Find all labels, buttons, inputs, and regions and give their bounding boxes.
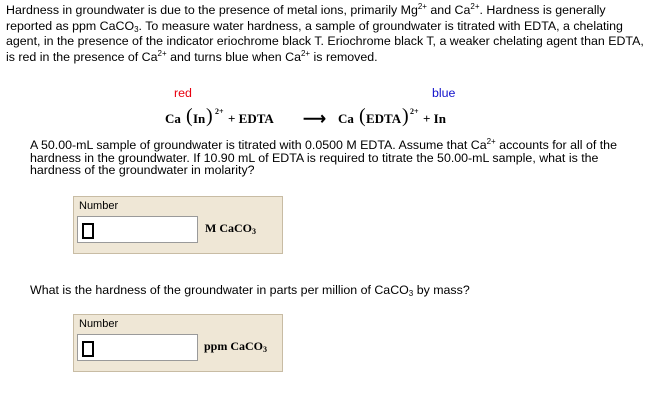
question-2-subscript: 3	[408, 289, 414, 298]
intro-paragraph	[6, 3, 646, 65]
equation-plus-edta: + EDTA	[228, 111, 274, 126]
answer-panel-ppm	[73, 314, 283, 372]
equation-ca-1: Ca	[165, 111, 181, 126]
molarity-input[interactable]	[77, 216, 198, 243]
intro-text-4: . To measure water hardness, a sample of groundwater is titrated with EDTA, a chelating agent, in the presence of the indicator eriochrome black T. Eriochrome black T, a weaker chelating agent than EDTA, is red in the presence of Ca	[6, 18, 644, 64]
mg-charge: 2+	[417, 2, 427, 11]
intro-text-2: and Ca	[426, 3, 471, 17]
intro-text-6: is removed.	[310, 49, 378, 64]
answer-panel-molarity	[73, 196, 283, 254]
equation-open-paren-2: (	[359, 105, 366, 127]
question-1-text-1: A 50.00-mL sample of groundwater is titrated with 0.0500 M EDTA. Assume that Ca	[30, 138, 487, 152]
intro-text-5: and turns blue when Ca	[166, 49, 301, 64]
question-1-text-2: accounts for all of the hardness in the groundwater. If 10.90 mL of EDTA is required to titrate the 50.00-mL sample, what is the hardness of the groundwater in molarity?	[30, 138, 617, 178]
indicator-red-label: red	[174, 86, 192, 100]
question-ppm	[30, 283, 470, 297]
question-2-text-2: by mass?	[413, 283, 470, 297]
ppm-unit-subscript: 3	[263, 345, 268, 354]
ca-charge: 2+	[470, 2, 480, 11]
question-molarity	[30, 139, 640, 177]
equation-open-paren-1: (	[186, 105, 193, 127]
intro-text-3: . Hardness is generally reported as ppm CaCO	[6, 3, 606, 33]
ppm-unit	[204, 339, 267, 354]
number-label: Number	[79, 200, 119, 212]
equation-charge-2: 2+	[410, 107, 419, 116]
caco3-subscript: 3	[134, 24, 139, 34]
question-1-charge: 2+	[486, 137, 496, 146]
equation-close-paren-1: )	[206, 105, 213, 127]
equation-edta-2: EDTA	[366, 111, 402, 126]
ca-charge-2: 2+	[157, 48, 167, 58]
titration-equation	[165, 105, 465, 131]
equation-ca-2: Ca	[338, 111, 354, 126]
equation-charge-1: 2+	[215, 107, 224, 116]
ca-charge-3: 2+	[300, 48, 311, 58]
molarity-unit-subscript: 3	[252, 227, 256, 236]
molarity-unit	[205, 221, 256, 236]
molarity-unit-text: M CaCO	[205, 221, 252, 235]
equation-in-1: In	[193, 111, 206, 126]
indicator-blue-label: blue	[432, 86, 456, 100]
input-indicator-icon	[82, 341, 94, 357]
reaction-arrow-icon: ⟶	[303, 111, 326, 128]
ppm-unit-text: ppm CaCO	[204, 339, 264, 353]
equation-plus-in: + In	[423, 111, 446, 126]
input-indicator-icon	[82, 223, 94, 239]
equation-close-paren-2: )	[402, 105, 409, 127]
number-label: Number	[79, 318, 119, 330]
intro-text-1: Hardness in groundwater is due to the presence of metal ions, primarily Mg	[6, 3, 418, 17]
ppm-input[interactable]	[77, 334, 198, 361]
question-2-text-1: What is the hardness of the groundwater in parts per million of CaCO	[30, 283, 409, 297]
